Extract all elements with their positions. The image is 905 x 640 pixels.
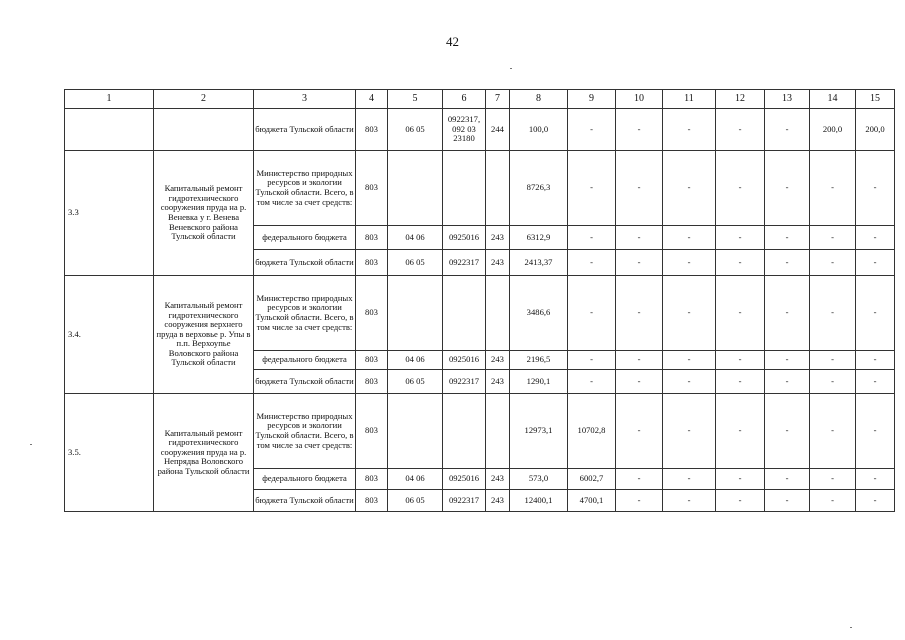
value-cell (443, 394, 486, 469)
value-cell: 12400,1 (510, 490, 568, 512)
header-cell: 4 (356, 90, 388, 109)
value-cell: - (765, 250, 810, 276)
header-cell: 9 (568, 90, 616, 109)
value-cell: 0925016 (443, 226, 486, 250)
value-cell: - (568, 370, 616, 394)
header-cell: 3 (254, 90, 356, 109)
value-cell: 1290,1 (510, 370, 568, 394)
value-cell: - (568, 151, 616, 226)
value-cell: - (716, 276, 765, 351)
value-cell: - (765, 151, 810, 226)
value-cell: 12973,1 (510, 394, 568, 469)
value-cell: 803 (356, 151, 388, 226)
value-cell (486, 276, 510, 351)
header-cell: 1 (65, 90, 154, 109)
funding-source-cell: Министерство природных ресурсов и экологии Тульской области. Всего, в том числе за счет средств: (254, 151, 356, 226)
value-cell: 243 (486, 226, 510, 250)
item-name-cell: Капитальный ремонт гидротехнического сооружения верхнего пруда в верховье р. Упы в п.п. Верхоупье Воловского района Тульской области (154, 276, 254, 394)
value-cell: - (663, 226, 716, 250)
value-cell: - (716, 490, 765, 512)
value-cell: 803 (356, 109, 388, 151)
value-cell: 803 (356, 351, 388, 370)
funding-source-cell: бюджета Тульской области (254, 250, 356, 276)
value-cell: 573,0 (510, 469, 568, 490)
value-cell (443, 276, 486, 351)
value-cell: - (663, 370, 716, 394)
value-cell: - (616, 226, 663, 250)
value-cell: 04 06 (388, 469, 443, 490)
table-row (65, 151, 895, 226)
value-cell: - (716, 469, 765, 490)
value-cell: - (810, 351, 856, 370)
value-cell: 243 (486, 370, 510, 394)
value-cell: - (856, 394, 895, 469)
table-row (65, 394, 895, 469)
value-cell: 04 06 (388, 351, 443, 370)
header-cell: 2 (154, 90, 254, 109)
value-cell: - (663, 109, 716, 151)
value-cell: - (856, 276, 895, 351)
value-cell: 803 (356, 469, 388, 490)
value-cell: - (810, 276, 856, 351)
value-cell: 0922317, 092 03 23180 (443, 109, 486, 151)
value-cell: - (663, 276, 716, 351)
scan-speck (30, 444, 32, 445)
value-cell (388, 151, 443, 226)
value-cell: - (856, 250, 895, 276)
value-cell: 10702,8 (568, 394, 616, 469)
value-cell: - (810, 394, 856, 469)
value-cell: 3486,6 (510, 276, 568, 351)
value-cell: 803 (356, 490, 388, 512)
item-number-cell: 3.4. (65, 276, 154, 394)
header-cell: 11 (663, 90, 716, 109)
value-cell: 100,0 (510, 109, 568, 151)
header-cell: 6 (443, 90, 486, 109)
budget-table (64, 89, 895, 512)
value-cell: 0925016 (443, 469, 486, 490)
value-cell: - (616, 490, 663, 512)
value-cell: - (765, 394, 810, 469)
item-number-cell: 3.3 (65, 151, 154, 276)
value-cell: - (856, 490, 895, 512)
table-body (65, 90, 895, 512)
header-cell: 7 (486, 90, 510, 109)
value-cell: - (810, 151, 856, 226)
funding-source-cell: бюджета Тульской области (254, 370, 356, 394)
value-cell: - (856, 151, 895, 226)
value-cell: - (616, 151, 663, 226)
item-number-cell: 3.5. (65, 394, 154, 512)
value-cell: - (616, 109, 663, 151)
value-cell: - (716, 394, 765, 469)
value-cell: - (568, 276, 616, 351)
value-cell: - (616, 469, 663, 490)
value-cell: - (663, 250, 716, 276)
value-cell (486, 394, 510, 469)
funding-source-cell: Министерство природных ресурсов и экологии Тульской области. Всего, в том числе за счет средств: (254, 276, 356, 351)
value-cell: - (616, 276, 663, 351)
value-cell: 803 (356, 394, 388, 469)
value-cell: - (663, 490, 716, 512)
value-cell (388, 394, 443, 469)
value-cell: - (616, 351, 663, 370)
value-cell: 200,0 (810, 109, 856, 151)
value-cell: 0922317 (443, 490, 486, 512)
value-cell: - (765, 469, 810, 490)
header-cell: 5 (388, 90, 443, 109)
value-cell: 6002,7 (568, 469, 616, 490)
header-cell: 15 (856, 90, 895, 109)
value-cell: - (765, 109, 810, 151)
value-cell: - (716, 370, 765, 394)
value-cell: - (856, 226, 895, 250)
funding-source-cell: Министерство природных ресурсов и экологии Тульской области. Всего, в том числе за счет средств: (254, 394, 356, 469)
value-cell: - (568, 226, 616, 250)
value-cell: - (765, 490, 810, 512)
value-cell: - (810, 469, 856, 490)
value-cell (486, 151, 510, 226)
value-cell: 8726,3 (510, 151, 568, 226)
item-number-cell (65, 109, 154, 151)
value-cell: 243 (486, 469, 510, 490)
value-cell: 2413,37 (510, 250, 568, 276)
value-cell: - (716, 250, 765, 276)
value-cell: 803 (356, 276, 388, 351)
value-cell: - (810, 226, 856, 250)
value-cell: 04 06 (388, 226, 443, 250)
value-cell: 6312,9 (510, 226, 568, 250)
header-cell: 12 (716, 90, 765, 109)
value-cell (388, 276, 443, 351)
table-row (65, 276, 895, 351)
value-cell: 06 05 (388, 109, 443, 151)
value-cell: - (765, 370, 810, 394)
value-cell: - (716, 109, 765, 151)
value-cell: - (765, 226, 810, 250)
scan-speck (510, 68, 512, 69)
value-cell: - (810, 490, 856, 512)
table-row (65, 109, 895, 151)
value-cell: - (765, 276, 810, 351)
value-cell (443, 151, 486, 226)
value-cell: 06 05 (388, 370, 443, 394)
value-cell: - (716, 151, 765, 226)
funding-source-cell: бюджета Тульской области (254, 490, 356, 512)
value-cell: 06 05 (388, 250, 443, 276)
header-cell: 14 (810, 90, 856, 109)
value-cell: 2196,5 (510, 351, 568, 370)
value-cell: - (568, 351, 616, 370)
value-cell: 0925016 (443, 351, 486, 370)
value-cell: - (810, 370, 856, 394)
value-cell: - (856, 370, 895, 394)
funding-source-cell: федерального бюджета (254, 226, 356, 250)
value-cell: - (616, 394, 663, 469)
item-name-cell: Капитальный ремонт гидротехнического сооружения пруда на р. Веневка у г. Венева Веневского района Тульской области (154, 151, 254, 276)
value-cell: - (663, 351, 716, 370)
value-cell: 4700,1 (568, 490, 616, 512)
value-cell: - (568, 250, 616, 276)
value-cell: 243 (486, 490, 510, 512)
value-cell: - (716, 351, 765, 370)
value-cell: 200,0 (856, 109, 895, 151)
value-cell: - (716, 226, 765, 250)
value-cell: 244 (486, 109, 510, 151)
value-cell: - (663, 469, 716, 490)
scan-speck (850, 627, 852, 628)
item-name-cell (154, 109, 254, 151)
value-cell: 803 (356, 370, 388, 394)
value-cell: - (616, 250, 663, 276)
header-cell: 8 (510, 90, 568, 109)
header-cell: 13 (765, 90, 810, 109)
value-cell: - (616, 370, 663, 394)
funding-source-cell: бюджета Тульской области (254, 109, 356, 151)
value-cell: 0922317 (443, 250, 486, 276)
header-row (65, 90, 895, 109)
funding-source-cell: федерального бюджета (254, 469, 356, 490)
value-cell: 803 (356, 226, 388, 250)
value-cell: - (663, 394, 716, 469)
value-cell: 06 05 (388, 490, 443, 512)
page-number: 42 (446, 34, 459, 49)
value-cell: - (568, 109, 616, 151)
value-cell: 0922317 (443, 370, 486, 394)
value-cell: - (856, 469, 895, 490)
item-name-cell: Капитальный ремонт гидротехнического сооружения пруда на р. Непрядва Воловского района Тульской области (154, 394, 254, 512)
value-cell: 243 (486, 351, 510, 370)
value-cell: - (765, 351, 810, 370)
header-cell: 10 (616, 90, 663, 109)
value-cell: - (663, 151, 716, 226)
value-cell: 243 (486, 250, 510, 276)
value-cell: - (856, 351, 895, 370)
value-cell: 803 (356, 250, 388, 276)
value-cell: - (810, 250, 856, 276)
funding-source-cell: федерального бюджета (254, 351, 356, 370)
